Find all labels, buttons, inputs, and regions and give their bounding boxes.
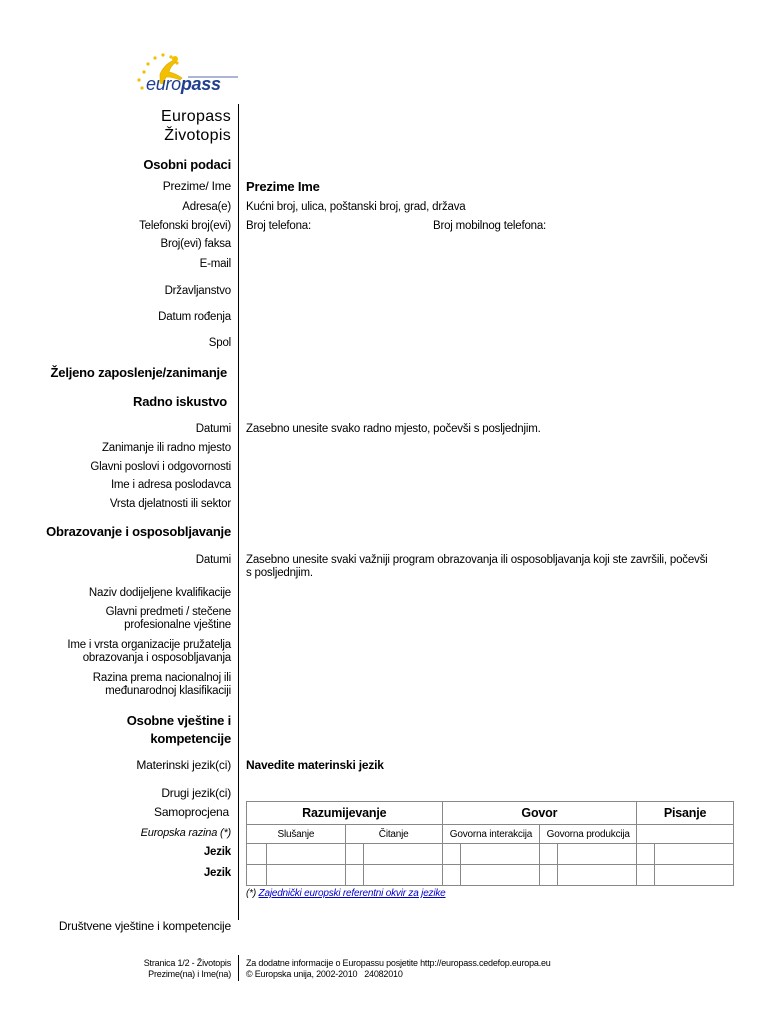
label-dob: Datum rođenja — [158, 311, 231, 323]
value-address: Kućni broj, ulica, poštanski broj, grad, država — [246, 201, 466, 213]
cv-title — [161, 107, 231, 145]
label-subjects: Glavni predmeti / stečene profesionalne vještine — [105, 606, 231, 631]
section-education-title: Obrazovanje i osposobljavanje — [46, 524, 231, 539]
cv-title-line1: Europass — [161, 108, 231, 125]
label-address: Adresa(e) — [182, 201, 231, 213]
table-header-writing: Pisanje — [637, 802, 734, 825]
logo-text-euro: euro — [146, 74, 181, 94]
label-self-assessment: Samoprocjena — [154, 805, 229, 819]
label-european-level: Europska razina (*) — [140, 827, 231, 839]
value-edu-dates: Zasebno unesite svaki važniji program obrazovanja ili osposobljavanja koji ste završili, počevši s posljednjim. — [246, 554, 708, 579]
label-gender: Spol — [208, 337, 231, 349]
table-subheader-production: Govorna produkcija — [540, 825, 637, 844]
table-header-speaking: Govor — [442, 802, 637, 825]
cefr-link[interactable]: Zajednički europski referentni okvir za jezike — [258, 888, 446, 899]
label-organisation: Ime i vrsta organizacije pružatelja obrazovanja i osposobljavanja — [67, 639, 231, 664]
europass-logo — [130, 50, 240, 100]
footnote — [246, 888, 446, 899]
section-work-title: Radno iskustvo — [133, 394, 227, 409]
label-edu-dates: Datumi — [195, 554, 231, 566]
label-sector: Vrsta djelatnosti ili sektor — [109, 498, 231, 510]
footer-copyright: © Europska unija, 2002-2010 24082010 — [246, 969, 403, 979]
footnote-prefix: (*) — [246, 888, 256, 899]
label-activities: Glavni poslovi i odgovornosti — [90, 461, 231, 473]
label-occupation: Zanimanje ili radno mjesto — [101, 442, 231, 454]
label-work-dates: Datumi — [195, 423, 231, 435]
label-phone: Telefonski broj(evi) — [139, 220, 231, 232]
label-mother-tongue: Materinski jezik(ci) — [136, 758, 231, 772]
vertical-divider — [238, 104, 239, 920]
label-other-languages: Drugi jezik(ci) — [161, 786, 231, 800]
label-qualification: Naziv dodijeljene kvalifikacije — [88, 587, 231, 599]
table-subheader-writing-blank — [637, 825, 734, 844]
label-level: Razina prema nacionalnoj ili međunarodnoj klasifikaciji — [92, 672, 231, 697]
footer-page: Stranica 1/2 - Životopis — [143, 958, 231, 968]
value-mobile: Broj mobilnog telefona: — [433, 220, 547, 232]
label-email: E-mail — [199, 258, 231, 270]
language-assessment-table — [246, 801, 734, 886]
footer-info: Za dodatne informacije o Europassu posjetite http://europass.cedefop.europa.eu — [246, 958, 551, 968]
section-skills-title: Osobne vještine i kompetencije — [126, 713, 231, 746]
section-personal-title: Osobni podaci — [143, 157, 231, 172]
table-row — [247, 844, 734, 865]
logo-text-pass: pass — [180, 74, 221, 94]
label-fax: Broj(evi) faksa — [160, 238, 231, 250]
label-nationality: Državljanstvo — [164, 285, 231, 297]
label-language-1: Jezik — [203, 846, 231, 858]
table-row — [247, 865, 734, 886]
table-subheader-interaction: Govorna interakcija — [442, 825, 540, 844]
label-language-2: Jezik — [203, 867, 231, 879]
label-name: Prezime/ Ime — [162, 179, 231, 193]
value-mother-tongue: Navedite materinski jezik — [246, 758, 384, 772]
table-header-understanding: Razumijevanje — [247, 802, 443, 825]
value-phone: Broj telefona: — [246, 220, 311, 232]
footer-name: Prezime(na) i Ime(na) — [148, 969, 231, 979]
table-subheader-reading: Čitanje — [345, 825, 442, 844]
cv-title-line2: Životopis — [164, 127, 231, 144]
label-employer: Ime i adresa poslodavca — [110, 479, 231, 491]
value-name: Prezime Ime — [246, 179, 320, 194]
value-work-dates: Zasebno unesite svako radno mjesto, počevši s posljednjim. — [246, 423, 541, 435]
footer-divider — [238, 955, 239, 981]
label-social-skills: Društvene vještine i kompetencije — [58, 919, 231, 933]
section-desired-title: Željeno zaposlenje/zanimanje — [50, 365, 227, 380]
table-subheader-listening: Slušanje — [247, 825, 346, 844]
